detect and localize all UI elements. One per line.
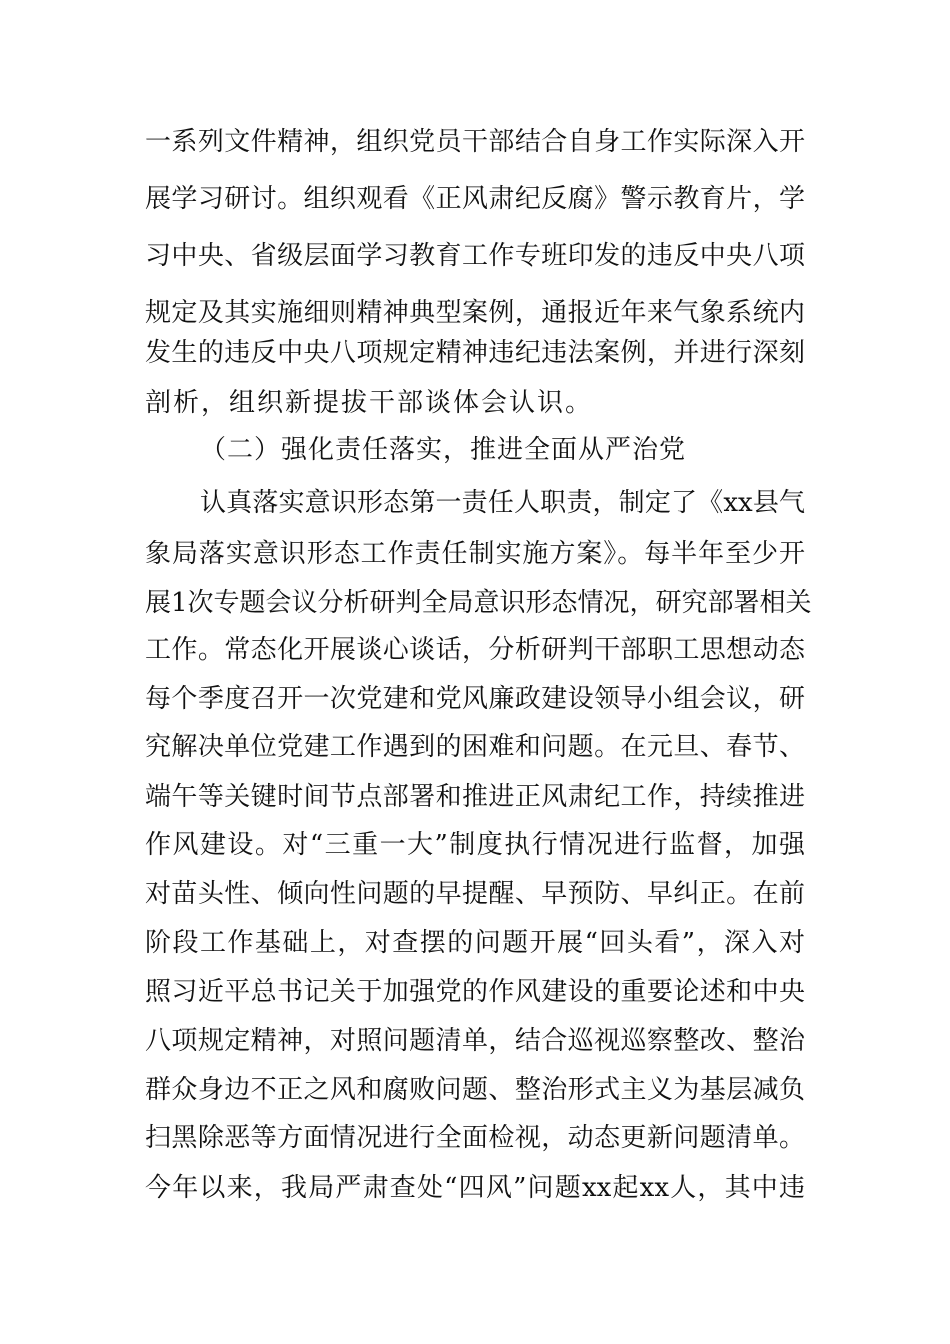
paragraph-line: 规定及其实施细则精神典型案例，通报近年来气象系统内 (145, 298, 805, 328)
paragraph-line: 剖析，组织新提拔干部谈体会认识。 (145, 388, 594, 418)
paragraph-line: 阶段工作基础上，对查摆的问题开展“回头看”，深入对 (145, 928, 805, 958)
paragraph-line: 对苗头性、倾向性问题的早提醒、早预防、早纠正。在前 (145, 879, 805, 909)
paragraph-line: 扫黑除恶等方面情况进行全面检视，动态更新问题清单。 (145, 1123, 805, 1153)
paragraph-line: 端午等关键时间节点部署和推进正风肃纪工作，持续推进 (145, 782, 805, 812)
paragraph-line: 展1次专题会议分析研判全局意识形态情况，研究部署相关 (145, 588, 812, 618)
section-heading: （二）强化责任落实，推进全面从严治党 (200, 435, 687, 465)
paragraph-line: 习中央、省级层面学习教育工作专班印发的违反中央八项 (145, 241, 805, 271)
paragraph-line: 展学习研讨。组织观看《正风肃纪反腐》警示教育片，学 (145, 184, 805, 214)
paragraph-line: 发生的违反中央八项规定精神违纪违法案例，并进行深刻 (145, 338, 805, 368)
paragraph-line: 象局落实意识形态工作责任制实施方案》。每半年至少开 (145, 539, 805, 569)
paragraph-line: 一系列文件精神，组织党员干部结合自身工作实际深入开 (145, 127, 805, 157)
paragraph-line: 工作。常态化开展谈心谈话，分析研判干部职工思想动态 (145, 635, 805, 665)
paragraph-line: 照习近平总书记关于加强党的作风建设的重要论述和中央 (145, 977, 805, 1007)
paragraph-line: 认真落实意识形态第一责任人职责，制定了《xx县气 (200, 488, 805, 518)
paragraph-line: 八项规定精神，对照问题清单，结合巡视巡察整改、整治 (145, 1026, 805, 1056)
paragraph-line: 究解决单位党建工作遇到的困难和问题。在元旦、春节、 (145, 732, 805, 762)
paragraph-line: 作风建设。对“三重一大”制度执行情况进行监督，加强 (145, 830, 805, 860)
paragraph-line: 今年以来，我局严肃查处“四风”问题xx起xx人，其中违 (145, 1173, 805, 1203)
paragraph-line: 每个季度召开一次党建和党风廉政建设领导小组会议，研 (145, 684, 805, 714)
paragraph-line: 群众身边不正之风和腐败问题、整治形式主义为基层减负 (145, 1075, 805, 1105)
